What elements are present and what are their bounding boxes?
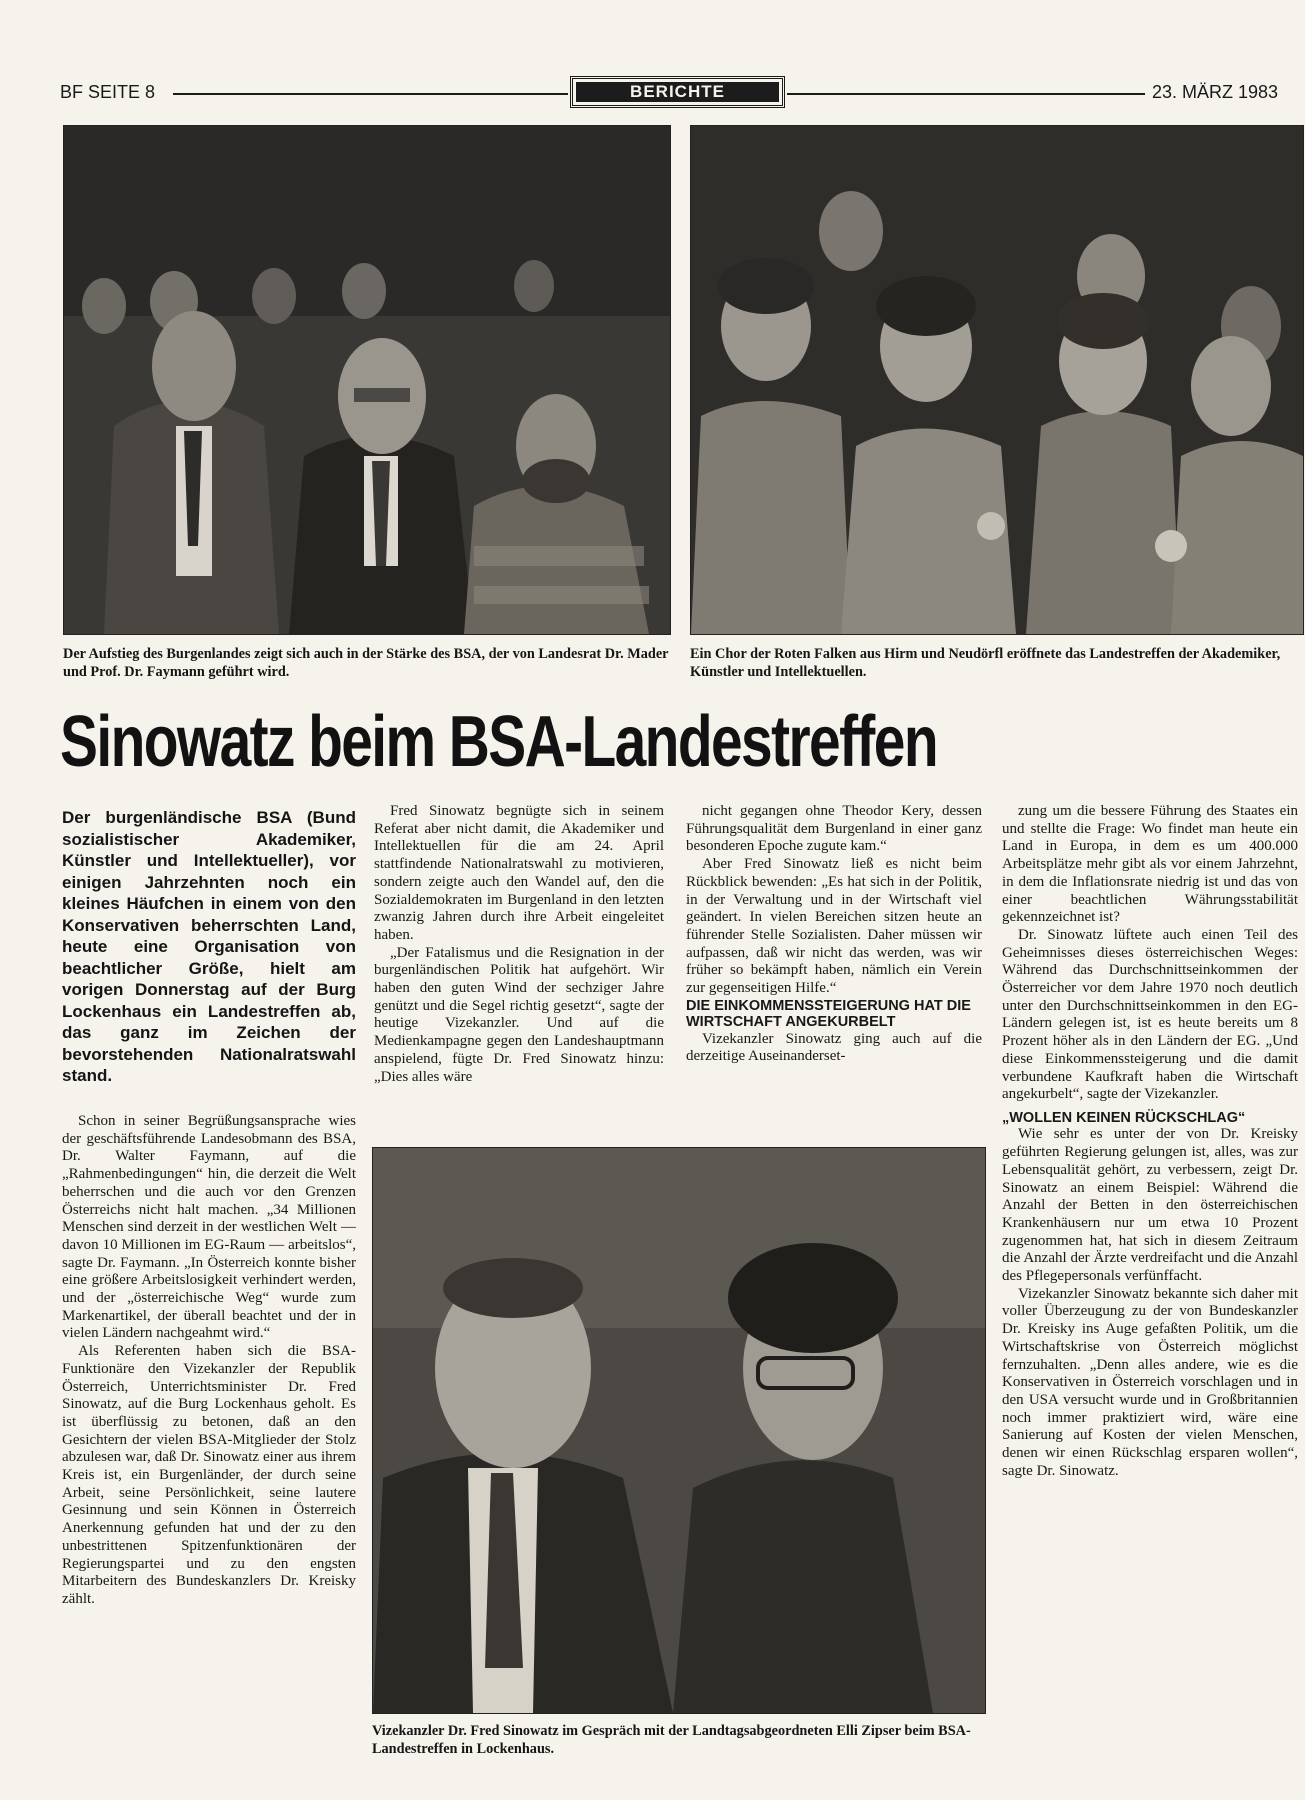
paragraph: zung um die bessere Führung des Staates ein und stellte die Frage: Wo findet man heute ein Land in Europa, in dem es um 400.000 Arbeitsplätze mehr gibt als vor einem Jahrzehnt, in dem die Inflationsrate niedrig ist und das von einer beachtlichen Währungsstabilität gekennzeichnet ist? bbox=[1002, 803, 1298, 926]
subheading: „WOLLEN KEINEN RÜCKSCHLAG“ bbox=[1002, 1109, 1246, 1126]
article-column-2 bbox=[374, 803, 664, 1086]
caption-photo-audience: Der Aufstieg des Burgenlandes zeigt sich auch in der Stärke des BSA, der von Landesrat Dr. Mader und Prof. Dr. Faymann geführt wird. bbox=[63, 646, 669, 680]
header-rule-right bbox=[787, 93, 1145, 95]
header-rule-left bbox=[173, 93, 568, 95]
paragraph: Als Referenten haben sich die BSA-Funktionäre den Vizekanzler der Republik Österreich, Unterrichtsminister Dr. Fred Sinowatz, auf die Burg Lockenhaus geholt. Es ist überflüssig zu betonen, daß an den Gesichtern der vielen BSA-Mitglieder der Stolz abzulesen war, daß Dr. Sinowatz einer aus ihrem Kreis ist, ein Burgenländer, der durch seine Arbeit, seine Persönlichkeit, seine lautere Gesinnung und sein Können in Österreich Anerkennung gefunden hat und der zu den unbestrittenen Spitzenfunktionären der Regierungspartei und zu den engsten Mitarbeitern des Bundeskanzlers Dr. Kreisky zählt. bbox=[62, 1343, 356, 1607]
photo-sinowatz-zipser bbox=[372, 1147, 986, 1714]
paragraph: Dr. Sinowatz lüftete auch einen Teil des Geheimnisses dieses österreichischen Weges: Während das Durchschnittseinkommen der Österreicher vor dem Jahre 1970 noch deutlich unter den Durchschnittseinkommen in den EG-Ländern gelegen ist, ist es heute bereits um 8 Prozent höher als in den Ländern der EG. „Und diese Einkommenssteigerung und die damit verbundene Kaufkraft haben die Wirtschaft angekurbelt“, sagte der Vizekanzler. bbox=[1002, 926, 1298, 1103]
headline: Sinowatz beim BSA-Landestreffen bbox=[60, 702, 938, 782]
paragraph: „Der Fatalismus und die Resignation in der burgenländischen Politik hat aufgehört. Wir haben den guten Wind der sechziger Jahre genützt und die Segel richtig gesetzt“, sagte der heutige Vizekanzler. Und auf die Medienkampagne gegen den Landeshauptmann anspielend, fügte Dr. Fred Sinowatz hinzu: „Dies alles wäre bbox=[374, 944, 664, 1085]
photo-choir bbox=[690, 125, 1304, 635]
caption-photo-sinowatz-zipser: Vizekanzler Dr. Fred Sinowatz im Gespräch mit der Landtagsabgeordneten Elli Zipser beim BSA-Landestreffen in Lockenhaus. bbox=[372, 1723, 971, 1757]
article-column-4 bbox=[1002, 803, 1298, 1481]
article-column-1 bbox=[62, 1113, 356, 1609]
section-label-text: BERICHTE bbox=[576, 82, 779, 102]
paragraph: nicht gegangen ohne Theodor Kery, dessen Führungsqualität dem Burgenland in einer ganz besonderen Epoche zugute kam.“ bbox=[686, 803, 982, 855]
caption-photo-choir: Ein Chor der Roten Falken aus Hirm und Neudörfl eröffnete das Landestreffen der Akademiker, Künstler und Intellektuellen. bbox=[690, 646, 1281, 680]
page-number: BF SEITE 8 bbox=[60, 82, 156, 102]
paragraph: Vizekanzler Sinowatz ging auch auf die derzeitige Auseinanderset- bbox=[686, 1030, 982, 1065]
paragraph: Wie sehr es unter der von Dr. Kreisky geführten Regierung gelungen ist, alles, was zur Lebensqualität gehört, zu verbessern, zeigt Dr. Sinowatz an einem Beispiel: Während die Anzahl der Betten in den österreichischen Krankenhäusern nur um etwa 10 Prozent zugenommen hat, hat sich in diesem Zeitraum die Anzahl der Ärzte verdreifacht und die Anzahl des Pflegepersonals verfünffacht. bbox=[1002, 1126, 1298, 1285]
article-lead: Der burgenländische BSA (Bund sozialistischer Akademiker, Künstler und Intellektueller), vor einigen Jahrzehnten noch ein kleines Häufchen in einem von den Konservativen beherrschten Land, heute eine Organisation von beachtlicher Größe, hielt am vorigen Donnerstag auf der Burg Lockenhaus ein Landestreffen ab, das ganz im Zeichen der bevorstehenden Nationalratswahl stand. bbox=[62, 808, 356, 1085]
photo-audience bbox=[63, 125, 671, 635]
article-column-3 bbox=[686, 803, 982, 1066]
subheading: DIE EINKOMMENSSTEIGERUNG HAT DIE WIRTSCHAFT ANGEKURBELT bbox=[686, 997, 971, 1031]
paragraph: Vizekanzler Sinowatz bekannte sich daher mit voller Überzeugung zu der von Bundeskanzler Dr. Kreisky ins Auge gefaßten Politik, um die Wirtschaftskrise von Österreich möglichst fernzuhalten. „Denn alles andere, wie es die Konservativen in Österreich vorschlagen und in den USA versucht wurde und in Großbritannien noch immer praktiziert wird, wäre eine Sanierung auf Kosten der vielen Menschen, denen wir einen Rückschlag ersparen wollen“, sagte Dr. Sinowatz. bbox=[1002, 1285, 1298, 1479]
paragraph: Schon in seiner Begrüßungsansprache wies der geschäftsführende Landesobmann des BSA, Dr. Walter Faymann, auf die „Rahmenbedingungen“ hin, die derzeit die Welt beherrschen und die auch vor den Grenzen Österreichs nicht halt machen. „34 Millionen Menschen sind derzeit in der westlichen Welt — davon 10 Millionen im EG-Raum — arbeitslos“, sagte Dr. Faymann. „In Österreich konnte bisher eine größere Arbeitslosigkeit verhindert werden, und der „österreichische Weg“ wurde zum Markenartikel, der überall beachtet und der in vielen Ländern nachgeahmt wird.“ bbox=[62, 1113, 356, 1342]
paragraph: Aber Fred Sinowatz ließ es nicht beim Rückblick bewenden: „Es hat sich in der Politik, in der Verwaltung und in der Wirtschaft viel geändert. In vielen Bereichen sitzen heute an führender Stelle Sozialisten. Daher müssen wir aufpassen, daß wir nicht das werden, was wir früher so bekämpft haben, nämlich ein Verein zur gegenseitigen Hilfe.“ bbox=[686, 856, 982, 997]
section-label bbox=[570, 76, 785, 108]
paragraph: Fred Sinowatz begnügte sich in seinem Referat aber nicht damit, die Akademiker und Intellektuellen für die am 24. April stattfindende Nationalratswahl zu motivieren, sondern zeigte auch den Wandel auf, den die Sozialdemokraten im Burgenland in den letzten zwanzig Jahren durch ihre Arbeit eingeleitet haben. bbox=[374, 803, 664, 943]
issue-date: 23. MÄRZ 1983 bbox=[1152, 82, 1279, 102]
